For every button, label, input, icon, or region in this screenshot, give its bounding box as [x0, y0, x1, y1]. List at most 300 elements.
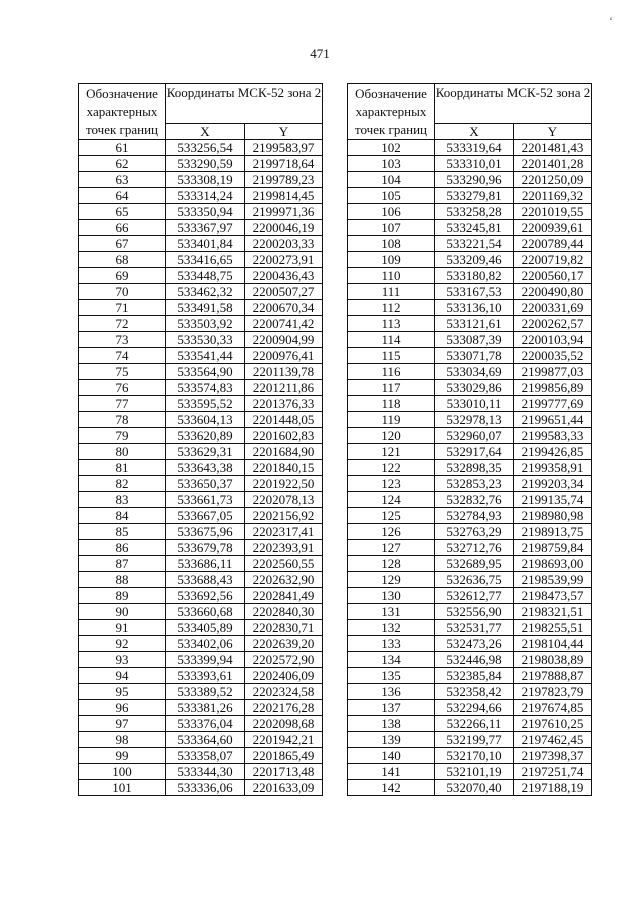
header-coord-label: Координаты МСК-52 зона 2 — [435, 84, 592, 124]
table-row — [79, 588, 323, 604]
table-row — [79, 156, 323, 172]
table-row — [79, 604, 323, 620]
point-number-cell: 101 — [79, 780, 166, 796]
point-number-cell: 88 — [79, 572, 166, 588]
y-coordinate-cell: 2198539,99 — [514, 572, 592, 588]
point-number-cell: 66 — [79, 220, 166, 236]
x-coordinate-cell: 532978,13 — [435, 412, 514, 428]
y-coordinate-cell: 2201865,49 — [245, 748, 323, 764]
point-number-cell: 140 — [348, 748, 435, 764]
y-coordinate-cell: 2198473,57 — [514, 588, 592, 604]
point-number-cell: 92 — [79, 636, 166, 652]
table-row — [79, 268, 323, 284]
point-number-cell: 124 — [348, 492, 435, 508]
x-coordinate-cell: 532556,90 — [435, 604, 514, 620]
x-coordinate-cell: 533087,39 — [435, 332, 514, 348]
x-coordinate-cell: 532101,19 — [435, 764, 514, 780]
point-number-cell: 85 — [79, 524, 166, 540]
table-row — [348, 444, 592, 460]
x-coordinate-cell: 533221,54 — [435, 236, 514, 252]
table-row — [79, 764, 323, 780]
table-row — [348, 508, 592, 524]
y-coordinate-cell: 2200203,33 — [245, 236, 323, 252]
table-row — [348, 156, 592, 172]
table-row — [348, 636, 592, 652]
table-row — [348, 684, 592, 700]
y-coordinate-cell: 2198980,98 — [514, 508, 592, 524]
table-row — [348, 668, 592, 684]
y-coordinate-cell: 2201250,09 — [514, 172, 592, 188]
x-coordinate-cell: 533364,60 — [166, 732, 245, 748]
x-coordinate-cell: 533692,56 — [166, 588, 245, 604]
x-coordinate-cell: 533675,96 — [166, 524, 245, 540]
header-x-label: X — [435, 124, 514, 140]
x-coordinate-cell: 533574,83 — [166, 380, 245, 396]
x-coordinate-cell: 533679,78 — [166, 540, 245, 556]
y-coordinate-cell: 2200103,94 — [514, 332, 592, 348]
point-number-cell: 136 — [348, 684, 435, 700]
table-row — [348, 284, 592, 300]
point-number-cell: 90 — [79, 604, 166, 620]
y-coordinate-cell: 2199651,44 — [514, 412, 592, 428]
point-number-cell: 105 — [348, 188, 435, 204]
point-number-cell: 93 — [79, 652, 166, 668]
y-coordinate-cell: 2201684,90 — [245, 444, 323, 460]
y-coordinate-cell: 2199856,89 — [514, 380, 592, 396]
x-coordinate-cell: 532473,26 — [435, 636, 514, 652]
table-row — [79, 284, 323, 300]
point-number-cell: 142 — [348, 780, 435, 796]
y-coordinate-cell: 2200976,41 — [245, 348, 323, 364]
point-number-cell: 63 — [79, 172, 166, 188]
x-coordinate-cell: 532960,07 — [435, 428, 514, 444]
y-coordinate-cell: 2201633,09 — [245, 780, 323, 796]
point-number-cell: 131 — [348, 604, 435, 620]
table-row — [348, 780, 592, 796]
point-number-cell: 87 — [79, 556, 166, 572]
table-row — [79, 348, 323, 364]
table-row — [348, 476, 592, 492]
corner-mark: ‘ — [609, 14, 613, 28]
x-coordinate-cell: 533376,04 — [166, 716, 245, 732]
point-number-cell: 102 — [348, 140, 435, 156]
point-number-cell: 64 — [79, 188, 166, 204]
x-coordinate-cell: 533314,24 — [166, 188, 245, 204]
y-coordinate-cell: 2198321,51 — [514, 604, 592, 620]
y-coordinate-cell: 2200741,42 — [245, 316, 323, 332]
header-coord-label: Координаты МСК-52 зона 2 — [166, 84, 323, 124]
y-coordinate-cell: 2200331,69 — [514, 300, 592, 316]
table-row — [79, 220, 323, 236]
y-coordinate-cell: 2199358,91 — [514, 460, 592, 476]
x-coordinate-cell: 533530,33 — [166, 332, 245, 348]
y-coordinate-cell: 2198104,44 — [514, 636, 592, 652]
y-coordinate-cell: 2201922,50 — [245, 476, 323, 492]
table-row — [79, 492, 323, 508]
point-number-cell: 132 — [348, 620, 435, 636]
x-coordinate-cell: 532636,75 — [435, 572, 514, 588]
table-row — [348, 364, 592, 380]
x-coordinate-cell: 533310,01 — [435, 156, 514, 172]
x-coordinate-cell: 533503,92 — [166, 316, 245, 332]
point-number-cell: 122 — [348, 460, 435, 476]
point-number-cell: 106 — [348, 204, 435, 220]
point-number-cell: 76 — [79, 380, 166, 396]
x-coordinate-cell: 533393,61 — [166, 668, 245, 684]
point-number-cell: 115 — [348, 348, 435, 364]
y-coordinate-cell: 2197674,85 — [514, 700, 592, 716]
x-coordinate-cell: 533402,06 — [166, 636, 245, 652]
x-coordinate-cell: 533367,97 — [166, 220, 245, 236]
table-row — [79, 172, 323, 188]
point-number-cell: 72 — [79, 316, 166, 332]
y-coordinate-cell: 2199814,45 — [245, 188, 323, 204]
x-coordinate-cell: 533290,59 — [166, 156, 245, 172]
x-coordinate-cell: 533034,69 — [435, 364, 514, 380]
point-number-cell: 125 — [348, 508, 435, 524]
table-row — [348, 524, 592, 540]
y-coordinate-cell: 2199426,85 — [514, 444, 592, 460]
table-row — [79, 460, 323, 476]
point-number-cell: 111 — [348, 284, 435, 300]
table-row — [348, 316, 592, 332]
point-number-cell: 89 — [79, 588, 166, 604]
y-coordinate-cell: 2199583,97 — [245, 140, 323, 156]
y-coordinate-cell: 2200490,80 — [514, 284, 592, 300]
y-coordinate-cell: 2202176,28 — [245, 700, 323, 716]
header-point-label: Обозначение характерных точек границ — [348, 84, 435, 140]
x-coordinate-cell: 533010,11 — [435, 396, 514, 412]
x-coordinate-cell: 532832,76 — [435, 492, 514, 508]
point-number-cell: 69 — [79, 268, 166, 284]
point-number-cell: 129 — [348, 572, 435, 588]
table-row — [79, 668, 323, 684]
x-coordinate-cell: 533209,46 — [435, 252, 514, 268]
table-row — [79, 652, 323, 668]
y-coordinate-cell: 2198693,00 — [514, 556, 592, 572]
x-coordinate-cell: 532763,29 — [435, 524, 514, 540]
x-coordinate-cell: 533688,43 — [166, 572, 245, 588]
table-row — [79, 396, 323, 412]
table-row — [79, 204, 323, 220]
point-number-cell: 94 — [79, 668, 166, 684]
x-coordinate-cell: 532689,95 — [435, 556, 514, 572]
table-row — [348, 188, 592, 204]
point-number-cell: 82 — [79, 476, 166, 492]
x-coordinate-cell: 532612,77 — [435, 588, 514, 604]
y-coordinate-cell: 2199789,23 — [245, 172, 323, 188]
point-number-cell: 104 — [348, 172, 435, 188]
y-coordinate-cell: 2197888,87 — [514, 668, 592, 684]
point-number-cell: 67 — [79, 236, 166, 252]
y-coordinate-cell: 2198038,89 — [514, 652, 592, 668]
point-number-cell: 117 — [348, 380, 435, 396]
y-coordinate-cell: 2202317,41 — [245, 524, 323, 540]
table-row — [348, 396, 592, 412]
point-number-cell: 118 — [348, 396, 435, 412]
y-coordinate-cell: 2202560,55 — [245, 556, 323, 572]
y-coordinate-cell: 2198759,84 — [514, 540, 592, 556]
table-row — [348, 732, 592, 748]
point-number-cell: 99 — [79, 748, 166, 764]
x-coordinate-cell: 533180,82 — [435, 268, 514, 284]
y-coordinate-cell: 2200273,91 — [245, 252, 323, 268]
point-number-cell: 78 — [79, 412, 166, 428]
table-row — [348, 492, 592, 508]
table-row — [79, 524, 323, 540]
point-number-cell: 108 — [348, 236, 435, 252]
x-coordinate-cell: 533405,89 — [166, 620, 245, 636]
y-coordinate-cell: 2199777,69 — [514, 396, 592, 412]
x-coordinate-cell: 533245,81 — [435, 220, 514, 236]
x-coordinate-cell: 532266,11 — [435, 716, 514, 732]
table-row — [79, 476, 323, 492]
table-row — [79, 684, 323, 700]
x-coordinate-cell: 532898,35 — [435, 460, 514, 476]
y-coordinate-cell: 2200789,44 — [514, 236, 592, 252]
point-number-cell: 109 — [348, 252, 435, 268]
point-number-cell: 141 — [348, 764, 435, 780]
x-coordinate-cell: 533650,37 — [166, 476, 245, 492]
table-row — [348, 204, 592, 220]
y-coordinate-cell: 2197398,37 — [514, 748, 592, 764]
y-coordinate-cell: 2199583,33 — [514, 428, 592, 444]
point-number-cell: 68 — [79, 252, 166, 268]
y-coordinate-cell: 2200436,43 — [245, 268, 323, 284]
x-coordinate-cell: 533660,68 — [166, 604, 245, 620]
point-number-cell: 112 — [348, 300, 435, 316]
table-row — [79, 252, 323, 268]
point-number-cell: 79 — [79, 428, 166, 444]
table-row — [79, 428, 323, 444]
x-coordinate-cell: 533136,10 — [435, 300, 514, 316]
x-coordinate-cell: 532170,10 — [435, 748, 514, 764]
y-coordinate-cell: 2197462,45 — [514, 732, 592, 748]
x-coordinate-cell: 533319,64 — [435, 140, 514, 156]
point-number-cell: 74 — [79, 348, 166, 364]
y-coordinate-cell: 2199135,74 — [514, 492, 592, 508]
table-row — [348, 268, 592, 284]
x-coordinate-cell: 533629,31 — [166, 444, 245, 460]
y-coordinate-cell: 2199718,64 — [245, 156, 323, 172]
table-row — [348, 348, 592, 364]
x-coordinate-cell: 532531,77 — [435, 620, 514, 636]
y-coordinate-cell: 2200939,61 — [514, 220, 592, 236]
y-coordinate-cell: 2199203,34 — [514, 476, 592, 492]
table-row — [79, 140, 323, 156]
y-coordinate-cell: 2200904,99 — [245, 332, 323, 348]
x-coordinate-cell: 532446,98 — [435, 652, 514, 668]
point-number-cell: 100 — [79, 764, 166, 780]
coordinates-table-right — [347, 83, 592, 796]
x-coordinate-cell: 533416,65 — [166, 252, 245, 268]
point-number-cell: 126 — [348, 524, 435, 540]
table-row — [348, 252, 592, 268]
x-coordinate-cell: 532917,64 — [435, 444, 514, 460]
x-coordinate-cell: 533399,94 — [166, 652, 245, 668]
x-coordinate-cell: 533336,06 — [166, 780, 245, 796]
x-coordinate-cell: 532712,76 — [435, 540, 514, 556]
point-number-cell: 133 — [348, 636, 435, 652]
x-coordinate-cell: 532294,66 — [435, 700, 514, 716]
y-coordinate-cell: 2201211,86 — [245, 380, 323, 396]
point-number-cell: 97 — [79, 716, 166, 732]
y-coordinate-cell: 2201139,78 — [245, 364, 323, 380]
point-number-cell: 128 — [348, 556, 435, 572]
table-row — [79, 236, 323, 252]
x-coordinate-cell: 532070,40 — [435, 780, 514, 796]
point-number-cell: 83 — [79, 492, 166, 508]
table-row — [79, 444, 323, 460]
table-row — [348, 652, 592, 668]
point-number-cell: 77 — [79, 396, 166, 412]
table-row — [79, 412, 323, 428]
point-number-cell: 96 — [79, 700, 166, 716]
point-number-cell: 98 — [79, 732, 166, 748]
y-coordinate-cell: 2200507,27 — [245, 284, 323, 300]
table-row — [348, 236, 592, 252]
x-coordinate-cell: 533564,90 — [166, 364, 245, 380]
point-number-cell: 71 — [79, 300, 166, 316]
x-coordinate-cell: 533595,52 — [166, 396, 245, 412]
y-coordinate-cell: 2200262,57 — [514, 316, 592, 332]
y-coordinate-cell: 2198255,51 — [514, 620, 592, 636]
x-coordinate-cell: 533389,52 — [166, 684, 245, 700]
x-coordinate-cell: 532385,84 — [435, 668, 514, 684]
x-coordinate-cell: 533256,54 — [166, 140, 245, 156]
table-row — [348, 460, 592, 476]
y-coordinate-cell: 2202572,90 — [245, 652, 323, 668]
table-row — [348, 764, 592, 780]
header-y-label: Y — [245, 124, 323, 140]
point-number-cell: 65 — [79, 204, 166, 220]
x-coordinate-cell: 533604,13 — [166, 412, 245, 428]
point-number-cell: 61 — [79, 140, 166, 156]
x-coordinate-cell: 533350,94 — [166, 204, 245, 220]
y-coordinate-cell: 2202406,09 — [245, 668, 323, 684]
y-coordinate-cell: 2201942,21 — [245, 732, 323, 748]
table-row — [348, 300, 592, 316]
table-row — [348, 748, 592, 764]
table-row — [79, 748, 323, 764]
header-point-label: Обозначение характерных точек границ — [79, 84, 166, 140]
table-row — [348, 332, 592, 348]
y-coordinate-cell: 2202078,13 — [245, 492, 323, 508]
table-row — [348, 140, 592, 156]
x-coordinate-cell: 533686,11 — [166, 556, 245, 572]
table-row — [79, 540, 323, 556]
point-number-cell: 70 — [79, 284, 166, 300]
y-coordinate-cell: 2201401,28 — [514, 156, 592, 172]
x-coordinate-cell: 533661,73 — [166, 492, 245, 508]
x-coordinate-cell: 532358,42 — [435, 684, 514, 700]
y-coordinate-cell: 2202639,20 — [245, 636, 323, 652]
y-coordinate-cell: 2197251,74 — [514, 764, 592, 780]
table-row — [79, 188, 323, 204]
table-row — [79, 572, 323, 588]
y-coordinate-cell: 2202840,30 — [245, 604, 323, 620]
point-number-cell: 86 — [79, 540, 166, 556]
table-row — [348, 700, 592, 716]
point-number-cell: 95 — [79, 684, 166, 700]
x-coordinate-cell: 532784,93 — [435, 508, 514, 524]
y-coordinate-cell: 2201713,48 — [245, 764, 323, 780]
x-coordinate-cell: 533290,96 — [435, 172, 514, 188]
x-coordinate-cell: 533344,30 — [166, 764, 245, 780]
table-row — [348, 380, 592, 396]
y-coordinate-cell: 2201169,32 — [514, 188, 592, 204]
x-coordinate-cell: 533167,53 — [435, 284, 514, 300]
y-coordinate-cell: 2202841,49 — [245, 588, 323, 604]
point-number-cell: 116 — [348, 364, 435, 380]
point-number-cell: 81 — [79, 460, 166, 476]
x-coordinate-cell: 533401,84 — [166, 236, 245, 252]
point-number-cell: 113 — [348, 316, 435, 332]
point-number-cell: 107 — [348, 220, 435, 236]
point-number-cell: 73 — [79, 332, 166, 348]
table-row — [348, 220, 592, 236]
point-number-cell: 80 — [79, 444, 166, 460]
point-number-cell: 84 — [79, 508, 166, 524]
point-number-cell: 119 — [348, 412, 435, 428]
point-number-cell: 127 — [348, 540, 435, 556]
y-coordinate-cell: 2202098,68 — [245, 716, 323, 732]
y-coordinate-cell: 2202324,58 — [245, 684, 323, 700]
y-coordinate-cell: 2202393,91 — [245, 540, 323, 556]
point-number-cell: 121 — [348, 444, 435, 460]
x-coordinate-cell: 533491,58 — [166, 300, 245, 316]
x-coordinate-cell: 533448,75 — [166, 268, 245, 284]
point-number-cell: 103 — [348, 156, 435, 172]
x-coordinate-cell: 533541,44 — [166, 348, 245, 364]
point-number-cell: 110 — [348, 268, 435, 284]
y-coordinate-cell: 2197610,25 — [514, 716, 592, 732]
y-coordinate-cell: 2201840,15 — [245, 460, 323, 476]
table-row — [79, 620, 323, 636]
x-coordinate-cell: 532853,23 — [435, 476, 514, 492]
table-row — [79, 556, 323, 572]
x-coordinate-cell: 533620,89 — [166, 428, 245, 444]
table-row — [348, 540, 592, 556]
table-row — [79, 380, 323, 396]
table-row — [79, 780, 323, 796]
x-coordinate-cell: 533121,61 — [435, 316, 514, 332]
x-coordinate-cell: 533381,26 — [166, 700, 245, 716]
y-coordinate-cell: 2201602,83 — [245, 428, 323, 444]
table-row — [348, 172, 592, 188]
x-coordinate-cell: 532199,77 — [435, 732, 514, 748]
coordinates-table-left — [78, 83, 323, 796]
point-number-cell: 75 — [79, 364, 166, 380]
y-coordinate-cell: 2201448,05 — [245, 412, 323, 428]
page-number: 471 — [310, 46, 330, 61]
table-row — [348, 620, 592, 636]
x-coordinate-cell: 533667,05 — [166, 508, 245, 524]
y-coordinate-cell: 2200670,34 — [245, 300, 323, 316]
table-row — [79, 332, 323, 348]
y-coordinate-cell: 2199877,03 — [514, 364, 592, 380]
table-row — [79, 508, 323, 524]
x-coordinate-cell: 533258,28 — [435, 204, 514, 220]
y-coordinate-cell: 2202830,71 — [245, 620, 323, 636]
table-row — [348, 604, 592, 620]
point-number-cell: 123 — [348, 476, 435, 492]
point-number-cell: 114 — [348, 332, 435, 348]
table-row — [348, 572, 592, 588]
x-coordinate-cell: 533358,07 — [166, 748, 245, 764]
x-coordinate-cell: 533279,81 — [435, 188, 514, 204]
table-row — [79, 716, 323, 732]
